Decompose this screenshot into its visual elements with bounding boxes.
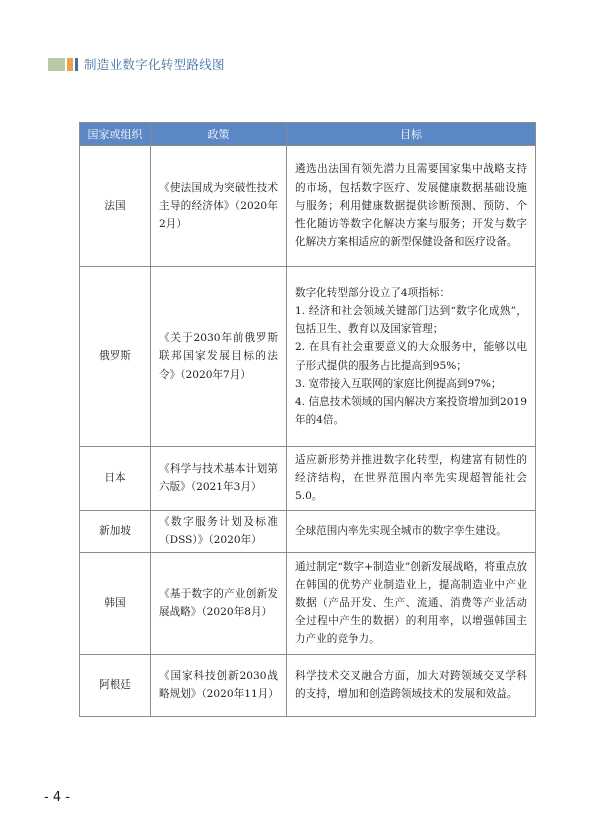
policy-table: [79, 122, 536, 717]
goal-cell: [287, 510, 536, 552]
goal-line: 遴选出法国有领先潜力且需要国家集中战略支持的市场，包括数字医疗、发展健康数据基础设施与服务；利用健康数据提供诊断预测、预防、个性化随访等数字化解决方案与服务；开发与数字化解决方案相适应的新型保健设备和医疗设备。: [295, 163, 527, 249]
running-header: [48, 55, 225, 73]
goal-line: 2. 在具有社会重要意义的大众服务中，能够以电子形式提供的服务占比提高到95%；: [295, 341, 527, 372]
column-header-policy: 政策: [151, 123, 287, 146]
country-cell: 韩国: [80, 552, 151, 654]
goal-line: 3. 宽带接入互联网的家庭比例提高到97%；: [295, 377, 502, 390]
column-header-country: 国家或组织: [80, 123, 151, 146]
country-cell: 阿根廷: [80, 654, 151, 716]
goal-line: 适应新形势并推进数字化转型，构建富有韧性的经济结构，在世界范围内率先实现超智能社会5.0。: [295, 454, 527, 503]
goal-line: 数字化转型部分设立了4项指标：: [295, 286, 451, 299]
page-number: - 4 -: [44, 790, 70, 805]
goal-cell: [287, 146, 536, 267]
country-cell: 日本: [80, 447, 151, 511]
policy-cell: 《基于数字的产业创新发展战略》（2020年8月）: [151, 552, 287, 654]
table-row-argentina: [80, 654, 536, 716]
table-row-korea: [80, 552, 536, 654]
table-row-russia: [80, 267, 536, 447]
table-row-japan: [80, 447, 536, 511]
orange-block: [67, 58, 73, 71]
policy-cell: 《关于2030年前俄罗斯联邦国家发展目标的法令》（2020年7月）: [151, 267, 287, 447]
goal-line: 通过制定“数字+制造业”创新发展战略，将重点放在韩国的优势产业制造业上，提高制造业中产业数据（产品开发、生产、流通、消费等产业活动全过程中产生的数据）的利用率，以增强韩国主力产业的竞争力。: [295, 560, 527, 646]
goal-line: 全球范围内率先实现全城市的数字孪生建设。: [295, 525, 507, 537]
country-cell: 俄罗斯: [80, 267, 151, 447]
green-block: [48, 58, 65, 71]
goal-line: 科学技术交叉融合方面，加大对跨领域交叉学科的支持，增加和创造跨领域技术的发展和效益。: [295, 669, 527, 701]
policy-cell: 《使法国成为突破性技术主导的经济体》（2020年2月）: [151, 146, 287, 267]
goal-cell: [287, 552, 536, 654]
table-header-row: [80, 123, 536, 146]
policy-cell: 《科学与技术基本计划第六版》（2021年3月）: [151, 447, 287, 511]
goal-line: 1. 经济和社会领域关键部门达到“数字化成熟”，包括卫生、教育以及国家管理；: [295, 304, 527, 336]
blue-block: [75, 58, 78, 71]
goal-cell: [287, 654, 536, 716]
country-cell: 法国: [80, 146, 151, 267]
policy-cell: 《国家科技创新2030战略规划》（2020年11月）: [151, 654, 287, 716]
goal-cell: [287, 447, 536, 511]
table-row-france: [80, 146, 536, 267]
header-color-blocks-icon: [48, 58, 78, 71]
policy-cell: 《数字服务计划及标准（DSS）》（2020年）: [151, 510, 287, 552]
country-cell: 新加坡: [80, 510, 151, 552]
table-row-singapore: [80, 510, 536, 552]
column-header-goal: 目标: [287, 123, 536, 146]
goal-line: 4. 信息技术领域的国内解决方案投资增加到2019年的4倍。: [295, 395, 527, 427]
goal-cell: [287, 267, 536, 447]
header-title: 制造业数字化转型路线图: [84, 57, 225, 72]
